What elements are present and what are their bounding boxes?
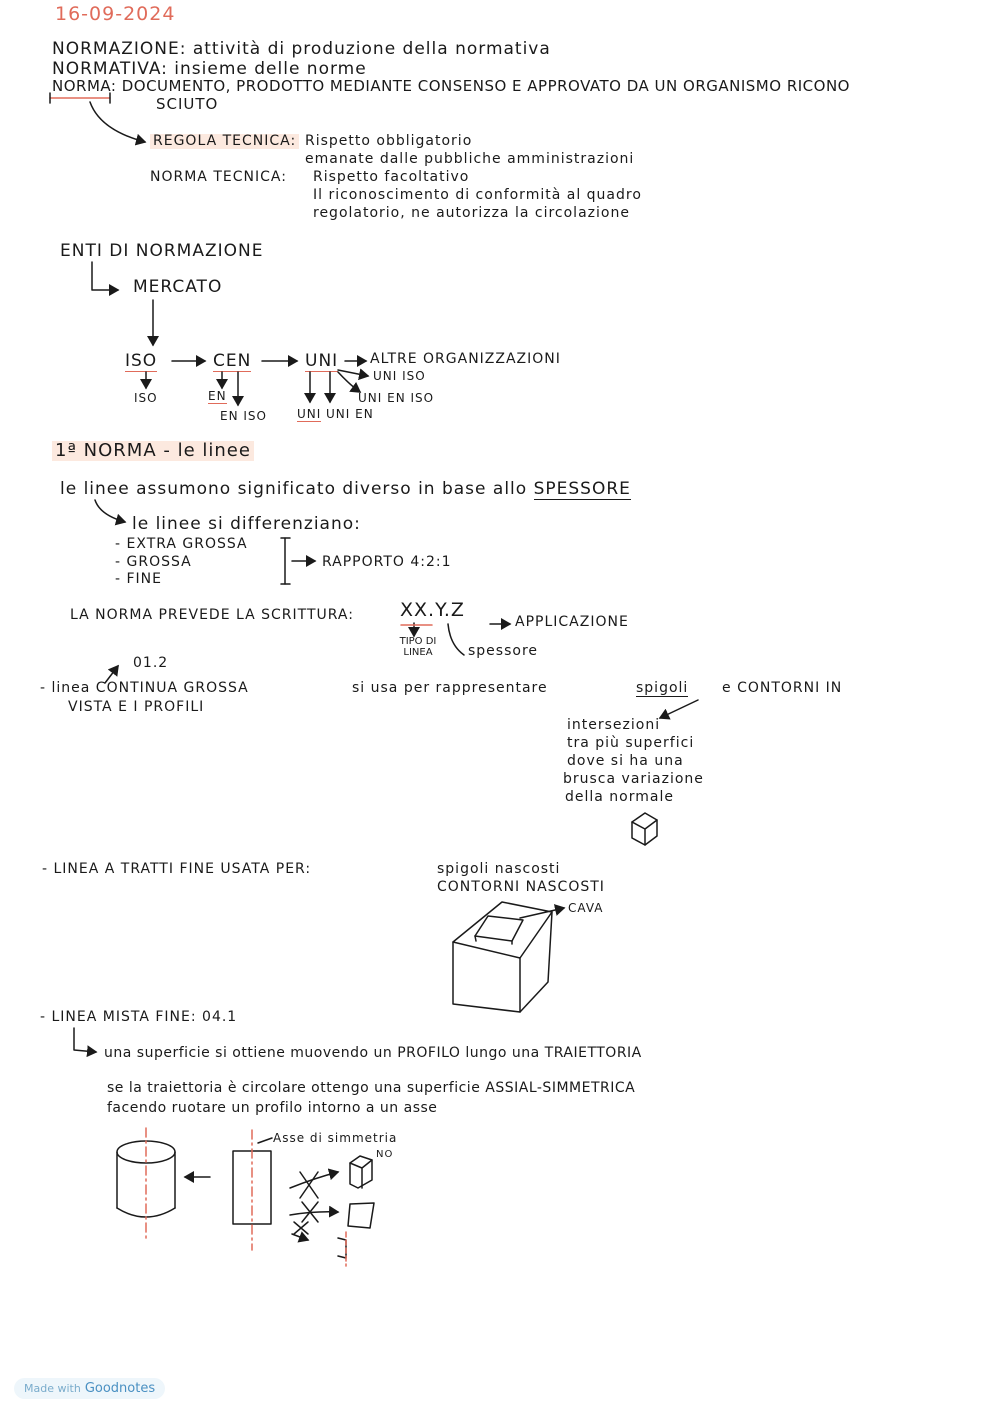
continua-arrows (105, 666, 698, 718)
norma1-applicazione: APPLICAZIONE (515, 614, 629, 630)
linea-tratti-cava: CAVA (568, 901, 604, 915)
norma-tecnica-line-2: Il riconoscimento di conformità al quadro (313, 187, 642, 203)
linea-continua-contorni: e CONTORNI IN (722, 680, 843, 696)
linea-continua-line2: VISTA E I PROFILI (68, 699, 205, 715)
norma1-scrittura: LA NORMA PREVEDE LA SCRITTURA: (70, 607, 354, 623)
norma1-si-differenziano: le linee si differenziano: (132, 514, 361, 534)
linea-tratti-item-2: CONTORNI NASCOSTI (437, 879, 605, 895)
linea-continua-label: - linea CONTINUA GROSSA (40, 680, 249, 696)
norma1-intro-text: le linee assumono significato diverso in base allo (60, 479, 528, 499)
norma1-grossa: - GROSSA (115, 554, 192, 570)
norma1-rapporto: RAPPORTO 4:2:1 (322, 554, 452, 570)
norma1-intro-spessore: SPESSORE (533, 479, 631, 499)
linea-mista-title: - LINEA MISTA FINE: 04.1 (40, 1009, 238, 1025)
norma1-tipo-linea: TIPO DI LINEA (399, 636, 437, 658)
linea-mista-desc: una superficie si ottiene muovendo un PROFILO lungo una TRAIETTORIA (104, 1045, 642, 1061)
definition-normativa: NORMATIVA: insieme delle norme (52, 59, 367, 79)
enti-mercato: MERCATO (133, 277, 223, 297)
enti-uni-en-sub: UNI EN (326, 407, 374, 421)
linea-mista-no: NO (376, 1149, 394, 1160)
definition-normazione: NORMAZIONE: attività di produzione della normativa (52, 39, 551, 59)
badge-made-with: Made with (24, 1382, 81, 1395)
norma1-extra-grossa: - EXTRA GROSSA (115, 536, 248, 552)
regola-tecnica-label: REGOLA TECNICA: (150, 134, 299, 149)
profile-sketch (233, 1130, 272, 1250)
norma-tecnica-label: NORMA TECNICA: (150, 169, 287, 185)
linea-continua-note-3: dove si ha una (567, 753, 684, 769)
page-date: 16-09-2024 (55, 3, 176, 25)
norma-tecnica-line-3: regolatorio, ne autorizza la circolazione (313, 205, 630, 221)
regola-line-2: emanate dalle pubbliche amministrazioni (305, 151, 635, 167)
linea-tratti-item-1: spigoli nascosti (437, 861, 561, 877)
norma-tecnica-line-1: Rispetto facoltativo (313, 169, 470, 185)
goodnotes-badge (14, 1378, 165, 1399)
enti-uni-sub: UNI (297, 407, 322, 421)
linea-continua-note-1: intersezioni (567, 717, 661, 733)
box-cava-sketch (453, 902, 564, 1012)
linea-mista-asse: Asse di simmetria (273, 1131, 398, 1145)
enti-altre: ALTRE ORGANIZZAZIONI (370, 351, 561, 367)
linea-mista-line-1: se la traiettoria è circolare ottengo una superficie ASSIAL-SIMMETRICA (107, 1080, 636, 1096)
enti-uni: UNI (305, 351, 339, 371)
linea-continua-usage: si usa per rappresentare (352, 680, 548, 696)
regola-line-1: Rispetto obbligatorio (305, 133, 473, 149)
linea-continua-note-4: brusca variazione (563, 771, 704, 787)
no-examples-sketch (290, 1156, 374, 1266)
norma1-title: 1ª NORMA - le linee (52, 441, 254, 461)
enti-uni-en-iso: UNI EN ISO (358, 391, 435, 405)
norma1-fine: - FINE (115, 571, 163, 587)
enti-title: ENTI DI NORMAZIONE (60, 241, 264, 261)
linea-mista-line-2: facendo ruotare un profilo intorno a un asse (107, 1100, 438, 1116)
enti-arrows (92, 262, 368, 405)
linea-continua-note-2: tra più superfici (567, 735, 695, 751)
enti-iso-sub: ISO (134, 391, 158, 405)
mista-arrows (74, 1028, 96, 1052)
enti-en-sub: EN (208, 389, 227, 403)
enti-uni-iso-top: UNI ISO (373, 369, 426, 383)
norma1-spessore: spessore (468, 643, 539, 659)
linea-continua-spigoli: spigoli (636, 680, 689, 696)
cube-icon (632, 813, 657, 845)
linea-tratti-label: - LINEA A TRATTI FINE USATA PER: (42, 861, 312, 877)
enti-en-iso-sub: EN ISO (220, 409, 267, 423)
norma-bracket (50, 93, 145, 142)
enti-iso: ISO (125, 351, 158, 371)
linee-arrows (95, 500, 510, 655)
badge-brand: Goodnotes (84, 1381, 156, 1396)
norma1-formula: XX.Y.Z (400, 599, 465, 621)
definition-norma-cont: SCIUTO (156, 95, 219, 113)
definition-norma: NORMA: DOCUMENTO, PRODOTTO MEDIANTE CONSENSO E APPROVATO DA UN ORGANISMO RICONO (52, 77, 850, 95)
cylinder-sketch (117, 1128, 210, 1242)
enti-cen: CEN (213, 351, 252, 371)
linea-continua-code: 01.2 (133, 655, 169, 671)
linea-continua-note-5: della normale (565, 789, 674, 805)
